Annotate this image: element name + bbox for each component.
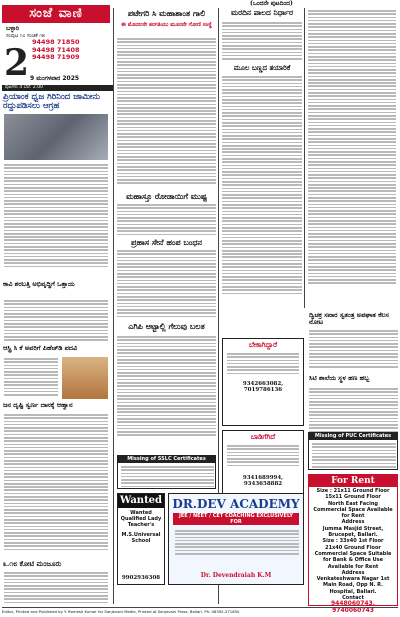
right-low1-headline: ದ್ವಿಚಕ್ರ ಸವಾರ ಸ್ವತಂತ್ರ ಅಪಘಾತ ಕೆಲಸ ನೋಟ [309, 311, 389, 327]
rent-desc-2: Commercial Space Suitable for Bank & Office Use Available for Rent [314, 550, 392, 570]
left-mid2-body [4, 358, 58, 397]
center-bot-headline: ಪ್ರಹಾಸ ಸೇನೆ ಹಂಪ ಬಂಧನ [131, 237, 202, 247]
right-low1-body [309, 330, 398, 369]
footer-imprint: Editor, Printed and Published by Y. Ramesh Kumar for Sanjevani Media, Printed at Sanjevani Press, Ballari. Ph: 08392-271850 [2, 607, 398, 615]
continued-tag: (ಒಂದನೇ ಪುಟದಿಂದ) [250, 0, 293, 7]
rent-address-1: Jumma Masjid Street, Brucepet, Ballari. [322, 525, 384, 539]
phone-2: 94498 71408 [32, 45, 80, 54]
wanted-subtitle: Wanted Qualified Lady Teacher's [120, 510, 162, 528]
rent-size-1: Size : 21x11 Ground Floor [316, 488, 390, 494]
left-low-headline: ಜನ ದೃಷ್ಟಿ ಸ್ವರ್ಣ ದಾನಕ್ಕೆ ಆಹ್ವಾನ [3, 401, 73, 409]
for-rent-ad [308, 474, 398, 614]
sslc-ad-title: Missing of SSLC Certificates [118, 456, 215, 463]
column-divider [304, 8, 305, 308]
right-low2-headline: ಸಿಟಿ ಶಾಲೆಯ ಸ್ಥಳ ಹಣ ಹಬ್ಬ [309, 374, 370, 382]
masthead-volume: ಸಂಪುಟ ೧೦ ಸಂಚಿಕೆ ೧೫ [6, 33, 45, 39]
center-top-headline: ಪಟೇಗರಿ ಸಿ ಮಹಾಶಾಂತ ಗಾಲಿ [127, 8, 206, 18]
right-mid-headline: ಮೂಲ ಬಣ್ಣದ ತಯಾರಿಕೆ [233, 63, 291, 72]
rent-address-label-2: Address [341, 569, 365, 576]
puc-certificate-ad [308, 432, 398, 470]
right-top-body [222, 22, 302, 61]
classified-label-2: ಬಾಡಿಗೆಗಿದೆ [250, 432, 276, 441]
wanted-school: M.S.Universal School [121, 532, 161, 544]
rent-desc-1: North East Facing Commercial Space Available for Rent [313, 500, 393, 520]
center-bot2-body [117, 336, 216, 438]
right-low2-body [309, 388, 398, 437]
rent-phones: 9448060743, 9740060743 [330, 600, 376, 614]
issue-number: 2 [4, 42, 30, 84]
rent-size-4: 21x40 Ground Floor [325, 544, 381, 551]
column-divider [113, 8, 114, 604]
rent-size-3: Size : 33x40 1st Floor [322, 538, 384, 545]
left-mid2-headline: ಆಸ್ಪ್ರಿ ಸಿ ಕೆ ಅವರಿಗೆ ಪಿಹೆಚ್‌ಡಿ ಪದವಿ [3, 344, 78, 352]
lead-headline: ಪ್ರಿಯಾಂಕ ಧ್ವಜ ಗಿರಿನಿಂದ ಜಾಮೀನು ರದ್ದುಪಡಿಸಲು ಆಗ್ರಹ [3, 92, 100, 112]
left-low2-headline: ೩.೧೮ ಕೋಟಿ ಮಂಜೂರು [3, 559, 62, 568]
right-mid-body [222, 76, 302, 296]
left-low-body [4, 414, 108, 552]
phone-1: 94498 71850 [32, 38, 80, 46]
price-line: ಪುಟಗಳು 4 ಬೆಲೆ: 2.00 [2, 85, 113, 91]
center-mid-headline: ಮಹಾಸ್ತೂ ರೋಡಾಯಿಗೆ ಮುಷ್ಟ [126, 191, 207, 201]
rent-address-label-1: Address [341, 519, 365, 526]
center-mid-body [117, 204, 216, 237]
center-bot2-headline: ಎಗಿಪಿ ಆಟ್ಟಾಲ್ಲಿ ಗೆಲುವು ಬಲತ [128, 321, 205, 331]
masthead [2, 5, 112, 91]
left-mid-headline: ಕಾವಿ ಶರಬತ್ತಿ ಅಭಿವೃದ್ಧಿಗೆ ಒತ್ತಾಯ [3, 280, 75, 288]
rent-contact-label: Contact [342, 595, 364, 602]
masthead-city: ಬಳ್ಳಾರಿ [6, 25, 19, 32]
center-bot-body [117, 250, 216, 319]
right-top-headline: ಮರದಿನ ಪಾಲದ ನಿರ್ಧಾರ [230, 8, 293, 17]
classified-label: ಬೇಕಾಗಿದ್ದಾರೆ [248, 340, 278, 349]
left-mid-body [4, 300, 108, 343]
lead-photo [4, 114, 108, 160]
academy-person: Dr. Devendraiah K.M [200, 572, 272, 580]
classified-phone-2: 9341689994, 9343658882 [242, 475, 284, 488]
wanted-teacher-ad [117, 493, 165, 585]
newspaper-logo: ಸಂಜೆ ವಾಣಿ [2, 5, 110, 23]
far-right-body [308, 10, 396, 286]
left-low2-body [4, 572, 108, 605]
masthead-phones [32, 39, 80, 62]
rent-address-2: Venkateshwara Nagar 1st Main Road, Opp N. R. Hospital, Ballari. [316, 576, 390, 595]
wanted-phone: 9902936308 [121, 574, 161, 581]
rent-size-2: 15x11 Ground Floor [325, 494, 381, 501]
academy-subtitle: JEE / NEET / CET COACHING EXCLUSIVELY FOR [173, 513, 299, 525]
issue-date: 9 ಮಂಗಳವಾರ 2025 [30, 75, 80, 82]
portrait-photo [62, 357, 108, 399]
rent-title: For Rent [309, 475, 397, 487]
phone-3: 94498 71909 [32, 53, 80, 61]
puc-ad-title: Missing of PUC Certificates [309, 433, 397, 440]
sslc-certificate-ad [117, 455, 216, 489]
wanted-title: Wanted [119, 495, 163, 506]
classified-wanted-ad [222, 338, 304, 426]
lead-body [4, 164, 108, 269]
center-sub-headline: ಈ ಮೊದಲನೇ ತರಗತಿಯು ಮೂರನೇ ಗೋಣಿ ಸಂಸ್ಥೆ [121, 22, 212, 28]
classified-phone: 9342663082, 7019786136 [242, 381, 284, 394]
center-top-body [117, 38, 216, 186]
academy-title: DR.DEV ACADEMY [172, 497, 300, 511]
academy-ad [168, 493, 304, 585]
